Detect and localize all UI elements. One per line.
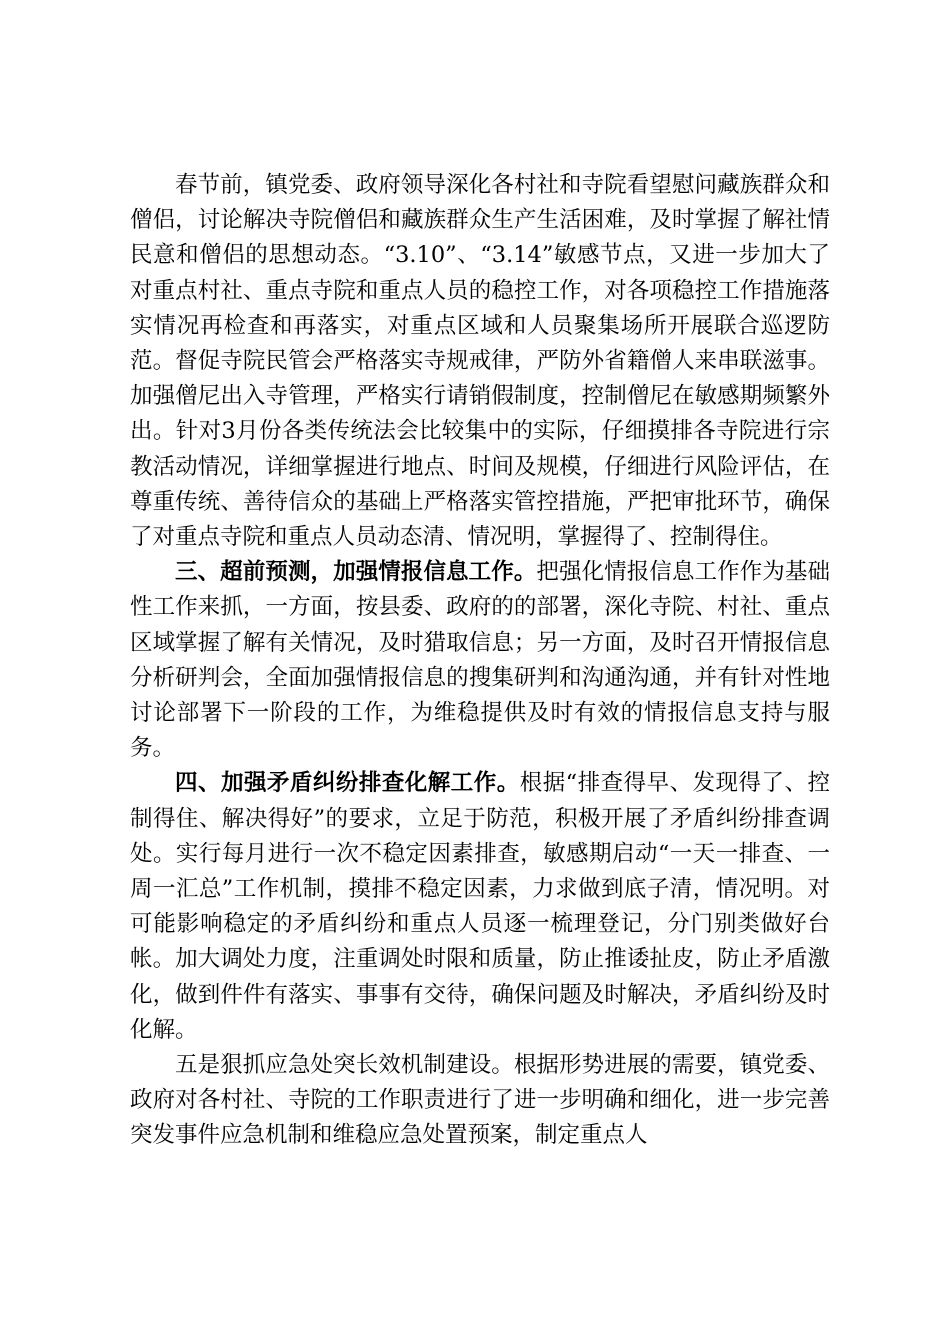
paragraph-2-text: 把强化情报信息工作作为基础性工作来抓，一方面，按县委、政府的的部署，深化寺院、村社、重点区域掌握了解有关情况，及时猎取信息；另一方面，及时召开情报信息分析研判会，全面加强情报信息的搜集研判和沟通沟通，并有针对性地讨论部署下一阶段的工作，为维稳提供及时有效的情报信息支持与服务。 (130, 559, 830, 762)
section-3-heading: 三、超前预测，加强情报信息工作。 (175, 559, 537, 586)
document-body (130, 168, 830, 1154)
paragraph-1 (130, 168, 830, 555)
paragraph-3 (130, 766, 830, 1048)
paragraph-4-text: 五是狠抓应急处突长效机制建设。根据形势进展的需要，镇党委、政府对各村社、寺院的工作职责进行了进一步明确和细化，进一步完善突发事件应急机制和维稳应急处置预案，制定重点人 (130, 1052, 830, 1149)
section-4-heading: 四、加强矛盾纠纷排查化解工作。 (175, 770, 520, 797)
paragraph-1-text: 春节前，镇党委、政府领导深化各村社和寺院看望慰问藏族群众和僧侣，讨论解决寺院僧侣和藏族群众生产生活困难，及时掌握了解社情民意和僧侣的思想动态。“3.10”、“3.14”敏感节点，又进一步加大了对重点村社、重点寺院和重点人员的稳控工作，对各项稳控工作措施落实情况再检查和再落实，对重点区域和人员聚集场所开展联合巡逻防范。督促寺院民管会严格落实寺规戒律，严防外省籍僧人来串联滋事。加强僧尼出入寺管理，严格实行请销假制度，控制僧尼在敏感期频繁外出。针对3月份各类传统法会比较集中的实际，仔细摸排各寺院进行宗教活动情况，详细掌握进行地点、时间及规模，仔细进行风险评估，在尊重传统、善待信众的基础上严格落实管控措施，严把审批环节，确保了对重点寺院和重点人员动态清、情况明，掌握得了、控制得住。 (130, 172, 830, 551)
paragraph-2 (130, 555, 830, 766)
paragraph-3-text: 根据“排查得早、发现得了、控制得住、解决得好”的要求，立足于防范，积极开展了矛盾纠纷排查调处。实行每月进行一次不稳定因素排查，敏感期启动“一天一排查、一周一汇总”工作机制，摸排不稳定因素，力求做到底子清，情况明。对可能影响稳定的矛盾纠纷和重点人员逐一梳理登记，分门别类做好台帐。加大调处力度，注重调处时限和质量，防止推诿扯皮，防止矛盾激化，做到件件有落实、事事有交待，确保问题及时解决，矛盾纠纷及时化解。 (130, 770, 830, 1043)
paragraph-4 (130, 1048, 830, 1154)
